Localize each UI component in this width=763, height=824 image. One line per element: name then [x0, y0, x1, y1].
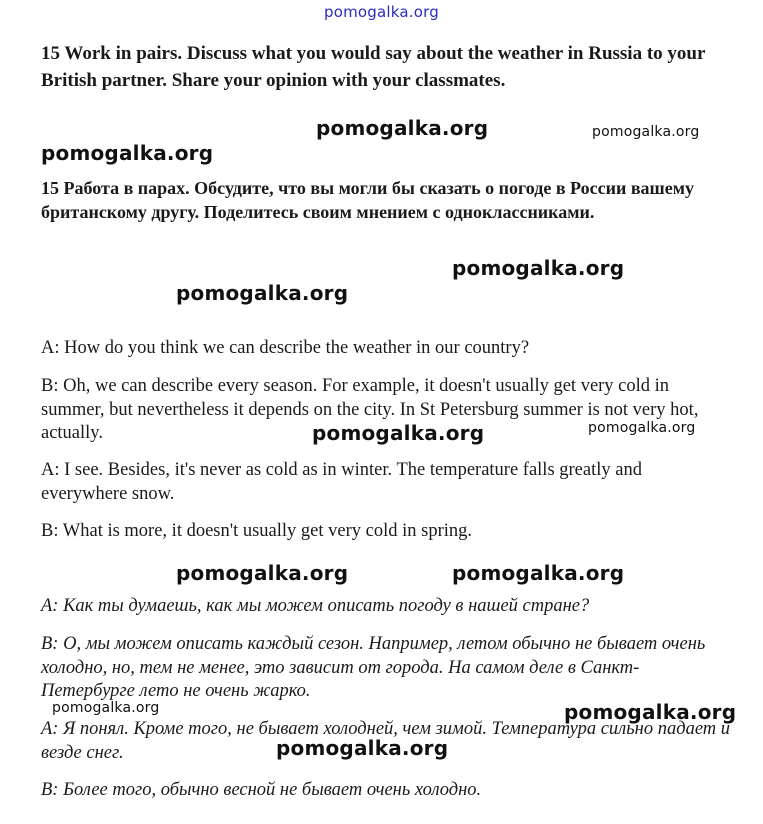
watermark: pomogalka.org [452, 256, 625, 280]
dialogue-en-line-1: A: How do you think we can describe the weather in our country? [41, 338, 530, 358]
task-english: 15 Work in pairs. Discuss what you would say about the weather in Russia to your British partner. Share your opinion with your classmates. [41, 43, 706, 91]
watermark: pomogalka.org [41, 141, 214, 165]
watermark: pomogalka.org [592, 124, 700, 140]
watermark: pomogalka.org [452, 561, 625, 585]
task-russian: 15 Работа в парах. Обсудите, что вы могли бы сказать о погоде в России вашему британскому другу. Поделитесь своим мнением с одноклассниками. [41, 178, 694, 222]
watermark: pomogalka.org [52, 700, 160, 716]
dialogue-ru-line-2: В: О, мы можем описать каждый сезон. Например, летом обычно не бывает очень холодно, но, тем не менее, это зависит от города. На самом деле в Санкт-Петербурге лето не очень жарко. [41, 634, 706, 701]
watermark: pomogalka.org [316, 116, 489, 140]
dialogue-en-line-4: B: What is more, it doesn't usually get very cold in spring. [41, 521, 473, 541]
dialogue-en-line-2: B: Oh, we can describe every season. For example, it doesn't usually get very cold in summer, but nevertheless it depends on the city. In St Petersburg summer is not very hot, actually. [41, 376, 699, 443]
watermark: pomogalka.org [564, 700, 737, 724]
watermark: pomogalka.org [276, 736, 449, 760]
header-watermark: pomogalka.org [324, 3, 439, 21]
dialogue-en-line-3: A: I see. Besides, it's never as cold as in winter. The temperature falls greatly and everywhere snow. [41, 460, 642, 504]
watermark: pomogalka.org [176, 561, 349, 585]
dialogue-ru-line-3: А: Я понял. Кроме того, не бывает холодней, чем зимой. Температура сильно падает и везде снег. [41, 719, 731, 763]
watermark: pomogalka.org [588, 420, 696, 436]
watermark: pomogalka.org [312, 421, 485, 445]
dialogue-ru-line-1: А: Как ты думаешь, как мы можем описать погоду в нашей стране? [41, 596, 590, 616]
watermark: pomogalka.org [176, 281, 349, 305]
dialogue-ru-line-4: В: Более того, обычно весной не бывает очень холодно. [41, 780, 482, 800]
